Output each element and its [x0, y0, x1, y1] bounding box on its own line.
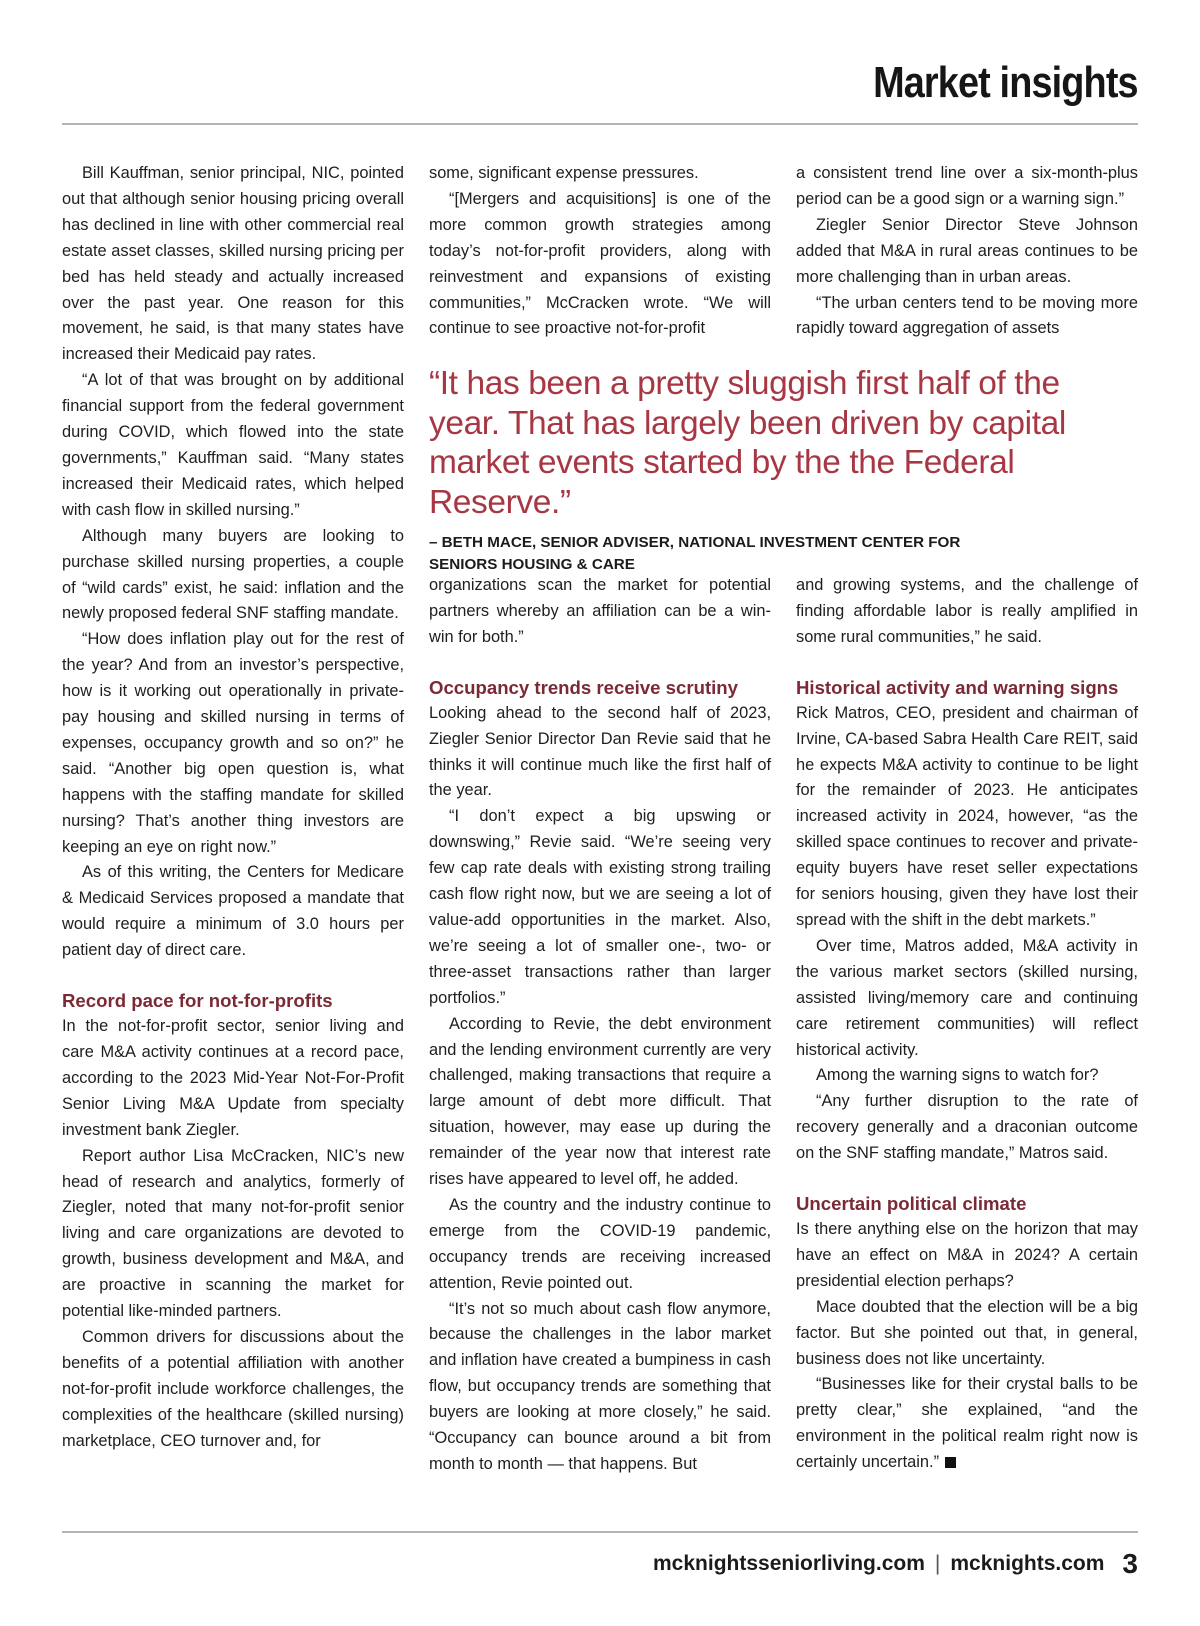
pull-quote-attribution: – BETH MACE, SENIOR ADVISER, NATIONAL INVESTMENT CENTER FOR SENIORS HOUSING & CARE [429, 534, 961, 573]
paragraph: Common drivers for discussions about the benefits of a potential affiliation with another not-for-profit include workforce challenges, the complexities of the healthcare (skilled nursing) marketplace, CEO turnover and, for [62, 1327, 404, 1450]
paragraph: Looking ahead to the second half of 2023, Ziegler Senior Director Dan Revie said that he thinks it will continue much like the first half of the year. [429, 703, 771, 800]
paragraph: “I don’t expect a big upswing or downswing,” Revie said. “We’re seeing very few cap rate deals with existing strong trailing cash flow right now, but we are seeing a lot of value-add opportunities in the market. Also, we’re seeing a lot of smaller one-, two- or three-asset transactions rather than larger portfolios.” [429, 807, 771, 1007]
paragraph: Among the warning signs to watch for? [816, 1066, 1099, 1085]
pull-quote-text: “It has been a pretty sluggish first half of the year. That has largely been driven by capital market events started by the the Federal Reserve.” [429, 365, 1066, 521]
section-title: Market insights [873, 58, 1138, 107]
page-footer [653, 1548, 1138, 1580]
paragraph: Over time, Matros added, M&A activity in the various market sectors (skilled nursing, assisted living/memory care and continuing care retirement communities) will reflect historical activity. [796, 936, 1138, 1059]
paragraph: Mace doubted that the election will be a big factor. But she pointed out that, in general, business does not like uncertainty. [796, 1297, 1138, 1368]
footer-link-senior-living[interactable]: mcknightsseniorliving.com [653, 1552, 925, 1575]
column-3-top [796, 161, 1138, 342]
subheading-record-pace: Record pace for not-for-profits [62, 990, 333, 1012]
paragraph: and growing systems, and the challenge of finding affordable labor is really amplified in some rural communities,” he said. [796, 576, 1138, 646]
pull-quote [429, 364, 1139, 576]
paragraph: a consistent trend line over a six-month-plus period can be a good sign or a warning sign.” [796, 164, 1138, 208]
paragraph: As the country and the industry continue to emerge from the COVID-19 pandemic, occupancy trends are receiving increased attention, Revie pointed out. [429, 1195, 771, 1292]
footer-link-mcknights[interactable]: mcknights.com [950, 1552, 1105, 1575]
subheading-political-climate: Uncertain political climate [796, 1193, 1027, 1215]
paragraph: some, significant expense pressures. [429, 164, 699, 182]
paragraph: “Any further disruption to the rate of recovery generally and a draconian outcome on the SNF staffing mandate,” Matros said. [796, 1092, 1138, 1163]
paragraph: “How does inflation play out for the rest of the year? And from an investor’s perspective, how is it working out operationally in private-pay housing and skilled nursing in terms of expenses, occupancy growth and so on?” he said. “Another big open question is, what happens with the staffing mandate for skilled nursing? That’s another thing investors are keeping an eye on right now.” [62, 630, 404, 856]
subheading-historical-activity: Historical activity and warning signs [796, 676, 1119, 698]
subheading-occupancy-trends: Occupancy trends receive scrutiny [429, 676, 739, 698]
column-3-bottom [796, 573, 1138, 1476]
paragraph: organizations scan the market for potential partners whereby an affiliation can be a win-win for both.” [429, 576, 771, 646]
paragraph: According to Revie, the debt environment and the lending environment currently are very challenged, making transactions that require a large amount of debt more difficult. That situation, however, may ease up during the remainder of the year now that interest rate rises have appeared to level off, he added. [429, 1014, 771, 1189]
column-2-top [429, 161, 771, 342]
paragraph [796, 1372, 1138, 1476]
paragraph: Report author Lisa McCracken, NIC’s new head of research and analytics, formerly of Ziegler, noted that many not-for-profit senior living and care organizations are devoted to growth, business development and M&A, and are proactive in scanning the market for potential like-minded partners. [62, 1146, 404, 1321]
column-2-bottom [429, 573, 771, 1478]
paragraph: As of this writing, the Centers for Medicare & Medicaid Services proposed a mandate that would require a minimum of 3.0 hours per patient day of direct care. [62, 863, 404, 960]
paragraph: “It’s not so much about cash flow anymore, because the challenges in the labor market and inflation have created a bumpiness in cash flow, but occupancy trends are something that buyers are looking at more closely,” he said. “Occupancy can bounce around a bit from month to month — that happens. But [429, 1299, 771, 1473]
paragraph: In the not-for-profit sector, senior living and care M&A activity continues at a record pace, according to the 2023 Mid-Year Not-For-Profit Senior Living M&A Update from specialty investment bank Ziegler. [62, 1017, 404, 1139]
paragraph: “The urban centers tend to be moving more rapidly toward aggregation of assets [796, 293, 1138, 338]
paragraph: Although many buyers are looking to purchase skilled nursing properties, a couple of “wild cards” exist, he said: inflation and the newly proposed federal SNF staffing mandate. [62, 526, 404, 623]
closing-paragraph-text: “Businesses like for their crystal balls to be pretty clear,” she explained, “and the environment in the political realm right now is certainly uncertain.” [796, 1375, 1138, 1472]
paragraph: Bill Kauffman, senior principal, NIC, pointed out that although senior housing pricing overall has declined in line with other commercial real estate asset classes, skilled nursing pricing per bed has held steady and actually increased over the past year. One reason for this movement, he said, is that many states have increased their Medicaid pay rates. [62, 164, 404, 364]
column-1 [62, 161, 404, 1455]
footer-divider [62, 1531, 1138, 1533]
end-of-article-mark-icon [945, 1457, 956, 1468]
page-number: 3 [1122, 1548, 1138, 1579]
paragraph: Is there anything else on the horizon that may have an effect on M&A in 2024? A certain presidential election perhaps? [796, 1220, 1138, 1290]
paragraph: “A lot of that was brought on by additional financial support from the federal government during COVID, which flowed into the state governments,” Kauffman said. “Many states increased their Medicaid rates, which helped with cash flow in skilled nursing.” [62, 371, 404, 519]
paragraph: “[Mergers and acquisitions] is one of the more common growth strategies among today’s not-for-profit providers, along with reinvestment and expansions of existing communities,” McCracken wrote. “We will continue to see proactive not-for-profit [429, 189, 771, 338]
header-divider [62, 123, 1138, 125]
paragraph: Ziegler Senior Director Steve Johnson added that M&A in rural areas continues to be more challenging than in urban areas. [796, 215, 1138, 286]
paragraph: Rick Matros, CEO, president and chairman of Irvine, CA-based Sabra Health Care REIT, said he expects M&A activity to continue to be light for the remainder of 2023. He anticipates increased activity in 2024, however, “as the skilled space continues to recover and private-equity buyers have reset seller expectations for seniors housing, given they have lost their spread with the shift in the debt markets.” [796, 703, 1138, 929]
footer-separator: | [934, 1552, 941, 1575]
